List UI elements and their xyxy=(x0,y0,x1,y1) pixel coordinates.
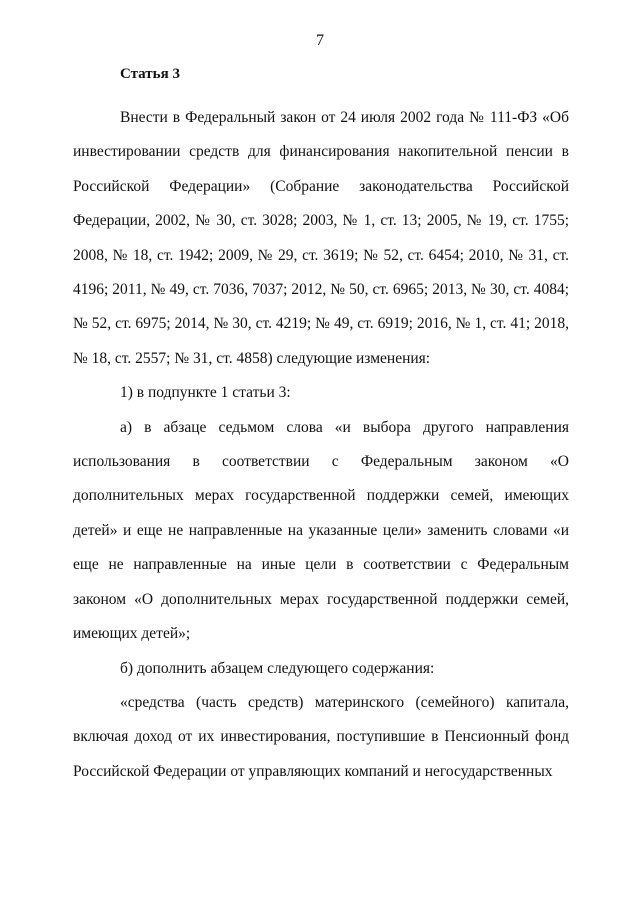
document-body xyxy=(73,101,569,789)
page-number: 7 xyxy=(316,32,324,49)
paragraph-amendment-intro: Внести в Федеральный закон от 24 июля 2002 года № 111-ФЗ «Об инвестировании средств для финансирования накопительной пенсии в Российской Федерации» (Собрание законодательства Российской Федерации, 2002, № 30, ст. 3028; 2003, № 1, ст. 13; 2005, № 19, ст. 1755; 2008, № 18, ст. 1942; 2009, № 29, ст. 3619; № 52, ст. 6454; 2010, № 31, ст. 4196; 2011, № 49, ст. 7036, 7037; 2012, № 50, ст. 6965; 2013, № 30, ст. 4084; № 52, ст. 6975; 2014, № 30, ст. 4219; № 49, ст. 6919; 2016, № 1, ст. 41; 2018, № 18, ст. 2557; № 31, ст. 4858) следующие изменения: xyxy=(73,109,569,367)
paragraph-item-a: а) в абзаце седьмом слова «и выбора другого направления использования в соответствии с Федеральным законом «О дополнительных мерах государственной поддержки семей, имеющих детей» и еще не направленные на указанные цели» заменить словами «и еще не направленные на иные цели в соответствии с Федеральным законом «О дополнительных мерах государственной поддержки семей, имеющих детей»; xyxy=(73,418,569,643)
paragraph-item-b: б) дополнить абзацем следующего содержания: xyxy=(120,659,435,677)
paragraph-quoted-text: «средства (часть средств) материнского (семейного) капитала, включая доход от их инвестирования, поступившие в Пенсионный фонд Российской Федерации от управляющих компаний и негосударственных xyxy=(73,693,569,780)
article-title: Статья 3 xyxy=(120,66,180,82)
paragraph-item-1: 1) в подпункте 1 статьи 3: xyxy=(120,384,291,402)
